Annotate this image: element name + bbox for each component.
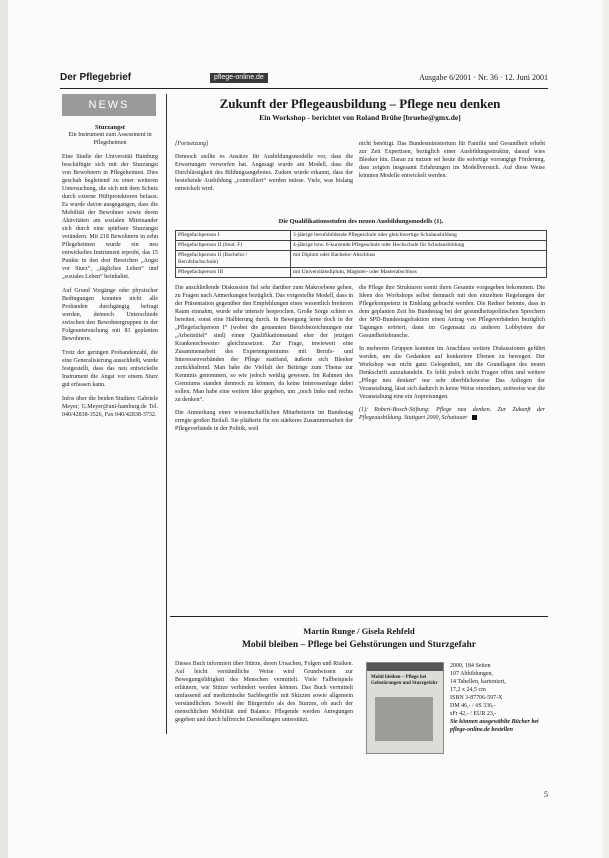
book-detail: 17,2 x 24,5 cm bbox=[450, 687, 486, 693]
table-row bbox=[176, 231, 547, 241]
publication-title: Der Pflegebrief bbox=[60, 72, 132, 83]
table-cell-level: Pflegefachperson III bbox=[176, 268, 291, 278]
table-cell-description: mit Universitätsdiplom, Magister- oder Masterabschluss bbox=[291, 268, 547, 278]
article-column-4 bbox=[359, 284, 545, 427]
order-note: Sie können ausgewählte Bücher bei pflege-online.de bestellen bbox=[450, 719, 539, 733]
article-subhead: Ein Workshop - berichtet von Roland Brühe [bruehe@gmx.de] bbox=[259, 113, 461, 122]
sidebar-kicker: Sturzangst bbox=[95, 124, 125, 131]
book-detail: 107 Abbildungen, bbox=[450, 671, 493, 677]
article-paragraph: Die anschließende Diskussion fiel sehr darüber zum Makroebene gehen, zu Fragen nach Anmerkungen bezüglich. Das vorgestellte Modell, dass in der Präsentation gegenüber den Empfehlungen eines wesentlich breiteren Raum einnahm, wurde sehr intensiv besprochen. Große Sorge schien es bereiten, sonst eine Halbierung durch. In Bewegung lerne doch in der „Pflegefachperson I“ (wobei die genannten Berufsbezeichnungen nur „Arbeitstitel“ sind) einen Qualifikationsstand eher der jetzigen Krankenschwester gleichzusetzen. Zur Frage, inwieweit eine Zusammenarbeit des Expertengremiums mit Berufs- und Interessenverbänden der Pflege stattfand, äußerte sich Bleeker zurückhaltend. Man habe die Vielfalt der Beiträge zum Thema zur Kenntnis genommen, so wie jedoch weitlig gewesen. Im Rahmen des Gremiums standen dennoch zu können, da keine Interessenlage dabei sollen. Man habe eine weitere Idee gegeben, um „noch links und rechts zu denken“. bbox=[175, 285, 353, 403]
book-detail: sFr 42,- / EUR 23,- bbox=[450, 711, 497, 717]
qualification-table bbox=[175, 230, 547, 278]
table-caption: Die Qualifikationsstufen des neuen Ausbildungsmodells (1). bbox=[278, 218, 444, 225]
sidebar-paragraph: Trotz der geringen Probandenzahl, die eine Generalisierung ausschließt, wurde festgestellt, dass das neu entwickelte Instrument die Angst vor einem Sturz gut erfassen kann. bbox=[62, 350, 158, 388]
book-title: Mobil bleiben – Pflege bei Gehstörungen und Sturzgefahr bbox=[241, 640, 477, 650]
book-detail: ISBN 3-87706-597-X bbox=[450, 695, 503, 701]
article-column-1 bbox=[175, 140, 353, 198]
article-column-3 bbox=[175, 284, 353, 438]
book-detail: 2000, 184 Seiten bbox=[450, 663, 491, 669]
issue-info: Ausgabe 6/2001 · Nr. 36 · 12. Juni 2001 bbox=[419, 73, 548, 82]
reference-text: (1): Robert-Bosch-Stiftung: Pflege neu denken. Zur Zukunft der Pflegeausbildung. Stuttgart 2000, Schattauer bbox=[359, 407, 545, 421]
article-paragraph: Dennoch stellte es Ansätze für Ausbildungsmodelle vor, dass die Erwartungen verworfen hat. Angesagt wurde am Modell, dass die Durchlässigkeit des Bildungsangebotes. Zudem wurde erkannt, dass der bestehende Ausbildung „controlliert“ werden müsse. Viele, was bislang entwickelt wird. bbox=[175, 154, 353, 192]
table-row bbox=[176, 251, 547, 268]
cover-band bbox=[367, 663, 443, 671]
book-detail: DM 46,- / öS 336,- bbox=[450, 703, 496, 709]
table-row bbox=[176, 268, 547, 278]
article-column-2 bbox=[359, 140, 545, 185]
table-cell-description: mit Diplom oder Bachelor-Abschluss bbox=[291, 251, 547, 268]
article-headline: Zukunft der Pflegeausbildung – Pflege neu denken bbox=[219, 96, 501, 111]
book-author: Martin Runge / Gisela Rehfeld bbox=[303, 626, 415, 636]
table-cell-description: 3-jährige berufsbildende Pflegeschule oder gleichwertige Schulausbildung bbox=[291, 231, 547, 241]
table-cell-level: Pflegefachperson I bbox=[176, 231, 291, 241]
page-number: 5 bbox=[544, 790, 548, 799]
section-rule bbox=[170, 616, 548, 617]
book-review-text bbox=[175, 660, 353, 729]
article-paragraph: nicht benötigt. Das Bundesministerium für Familie und Gesundheit erhebt zur Zeit Expertisen, bezüglich einer Ausbildungsstruktur, darauf wies Bleeker hin. Daran zu nutzen sei heute die sofortige vorrangige Förderung, dass zeigten insgesamt Erfahrungen im Modellversuch. Auf diese Weise könnten Modelle entwickelt werden. bbox=[359, 141, 545, 179]
table-cell-level: Pflegefachperson II (Stud. F) bbox=[176, 241, 291, 251]
book-details bbox=[450, 662, 548, 734]
masthead bbox=[60, 72, 548, 86]
news-sidebar bbox=[62, 94, 158, 714]
sidebar-body bbox=[62, 153, 158, 419]
article-paragraph: Die Anmerkung einer wissenschaftlichen Mitarbeiterin im Bundestag erregte großen Beifall. Sie plädierte für ein stärkeres Zusammenarbeit der Pflegeverbände in der Politik, weil bbox=[175, 410, 353, 432]
table-cell-description: 4-jährige bzw. 6-kurzende Pflegeschule oder Hochschule für Schulausbildung bbox=[291, 241, 547, 251]
continuation-label: [Fortsetzung] bbox=[175, 141, 209, 147]
publisher-logo: pflege-online.de bbox=[210, 73, 268, 83]
sidebar-paragraph: Auf Grund Vorgänge oder physischer Bedingungen konnten nicht alle Probanden durchgängig befragt werden, dennoch Unterschiede zwischen den Bewohnergruppen in der Folgeuntersuchung mit 83 geplanten Bewohnern. bbox=[62, 288, 158, 342]
article-paragraph: die Pflege ihre Strukturen somit ihren Gesamte vorgegeben bekommen. Die Ideen des Workshops selbst demnach mit den einzelnen Regelungen der Pflegekompetenz in Einklang gebracht werden. Die Redner betonte, dass in dem geplanten Zeit bis Bundestag bei der gesundheitspolitischen Sprechern der SPD-Bundestagsfraktion einen Antrag von Pflegeverbänden bezüglich Tagungen erörtert, dann im Gegensatz zu anderen Lobbyisten der Gesundheitsbranche. bbox=[359, 285, 545, 339]
scan-edge-right bbox=[603, 0, 609, 858]
book-cover-image bbox=[366, 662, 444, 754]
table-row bbox=[176, 241, 547, 251]
column-divider bbox=[166, 94, 167, 734]
end-mark bbox=[472, 415, 477, 420]
cover-title: Mobil bleiben – Pflege bei Gehstörungen und Sturzgefahr bbox=[371, 675, 438, 686]
sidebar-paragraph: Infos über die beiden Studien: Gabriele Meyer, G.Meyer@uni-hamburg.de Tel. 040/42838-3526, Fax 040/42838-3732. bbox=[62, 396, 158, 418]
book-review-paragraph: Dieses Buch informiert über Stürze, deren Ursachen, Folgen und Risiken. Auf leicht verständliche Weise wird Grundwissen zur Bewegungsfähigkeit des Menschen vermittelt. Viele Fallbeispiele erläutern, wie Stürze verhindert werden können. Das Buch vermittelt umfassend auf medizinische Sachbegriffe mit Skizzen sowie allgemein verständlichen. Sowohl der Bürgerinfo als des Sturzes, ob auch der menschlichen Mobilität und Balance. Pflegende werden Anregungen gegeben und durch hilfreiche Darstellungen unterstützt. bbox=[175, 661, 353, 723]
table-cell-level: Pflegefachperson II (Bachelor / Berufsfachschule) bbox=[176, 251, 291, 268]
reference-note bbox=[359, 406, 545, 422]
sidebar-paragraph: Eine Studie der Universität Hamburg beschäftigte sich mit der Sturzangst von Bewohnern in Pflegeheimen. Dies geschah begleitend zu einer weiteren Untersuchung, die sich mit dem Schutz durch externe Hüftprotektoren befasst. Es wurde davon ausgegangen, dass die Mobilität der Bewohner sowie deren Aktivitäten am sozialen Miteinander sich durch eine spürbare Sturzangst verändern. Mit 218 Bewohnern in zehn Pflegeheimen wurde ein neu entwickeltes Instrument erprobt, das 15 Punkte in den drei Bereichen „Angst vor Sturz“, „tägliches Leben“ und „soziales Leben“ beinhaltet. bbox=[62, 154, 158, 280]
article-paragraph: In mehreren Gruppen konnten im Anschluss weitere Diskussionen geführt werden, um die Gedanken auf konkretere Ebenen zu bewegen. Der Workshop war nicht ganz Gelegenheit, um die Grundlagen des neuen Denkschrift auszuhandeln. Es fehlt jedoch nicht Fragen offen und weitere „Pflege neu denken“ nur sehr überblicksweise Das Anliegen der Veranstaltung, lässt sich dadurch in keine Weise einordnen, zeitweise war die Veranstaltung eine ein Anpreisungen. bbox=[359, 346, 545, 400]
book-detail: 14 Tabellen, kartoniert, bbox=[450, 679, 506, 685]
sidebar-subtitle: Ein Instrument zum Assessment in Pflegeheimen bbox=[68, 132, 152, 146]
masthead-rule bbox=[60, 88, 548, 89]
news-label: NEWS bbox=[62, 94, 156, 116]
scan-edge-left bbox=[0, 0, 8, 858]
cover-photo bbox=[375, 697, 433, 741]
